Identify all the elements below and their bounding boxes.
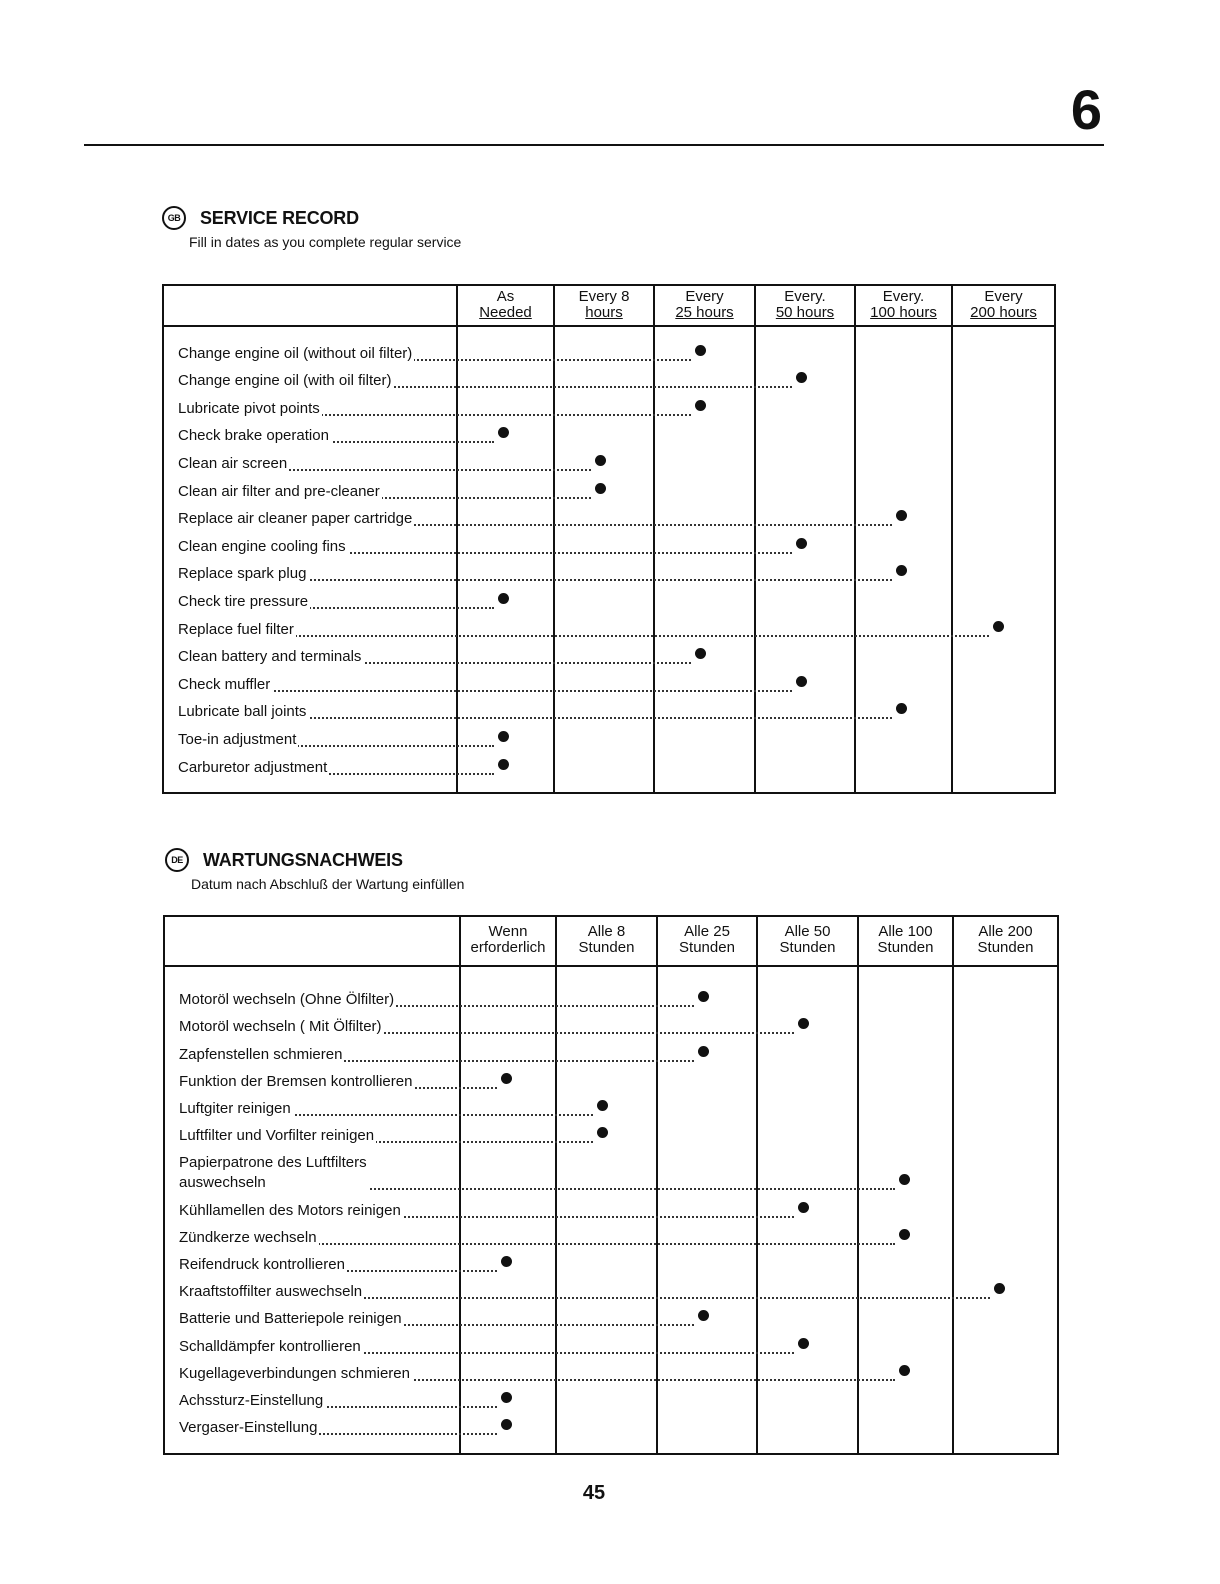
task-label: Lubricate ball joints <box>178 703 307 721</box>
task-label: Clean battery and terminals <box>178 648 362 666</box>
interval-marker-dot <box>695 400 706 411</box>
column-header-line2: Stunden <box>679 939 735 956</box>
table-header-rule <box>165 965 1057 967</box>
column-header-line2: Stunden <box>977 939 1034 956</box>
task-row <box>164 478 1054 506</box>
task-label: Funktion der Bremsen kontrollieren <box>179 1072 413 1090</box>
task-label: Luftgiter reinigen <box>179 1099 291 1117</box>
column-header <box>555 286 653 321</box>
interval-marker-dot <box>899 1365 910 1376</box>
task-row <box>165 1333 1057 1360</box>
task-label: Replace spark plug <box>178 565 307 583</box>
column-header-line1: As <box>496 288 515 305</box>
column-header-line2: Needed <box>479 304 532 321</box>
task-row <box>164 754 1054 782</box>
task-label: Clean air screen <box>178 454 288 472</box>
interval-marker-dot <box>595 455 606 466</box>
section-subtitle: Datum nach Abschluß der Wartung einfüllen <box>191 876 465 892</box>
section-subtitle: Fill in dates as you complete regular service <box>189 234 462 250</box>
interval-marker-dot <box>798 1202 809 1213</box>
column-header <box>758 917 857 956</box>
interval-marker-dot <box>501 1392 512 1403</box>
task-row <box>164 395 1054 423</box>
column-header-line2: Stunden <box>578 939 635 956</box>
interval-marker-dot <box>994 1283 1005 1294</box>
task-label: Kugellageverbindungen schmieren <box>179 1364 410 1382</box>
interval-marker-dot <box>698 991 709 1002</box>
task-row <box>164 506 1054 534</box>
task-label: Check brake operation <box>178 427 329 445</box>
service-table <box>162 284 1056 794</box>
task-label: Clean air filter and pre-cleaner <box>178 482 380 500</box>
interval-marker-dot <box>498 759 509 770</box>
interval-marker-dot <box>796 372 807 383</box>
task-row <box>165 1014 1057 1041</box>
column-header <box>655 286 754 321</box>
column-header-line1: Alle 50 <box>784 923 831 940</box>
section-title: WARTUNGSNACHWEIS <box>203 849 403 870</box>
column-header <box>856 286 951 321</box>
task-label: Zündkerze wechseln <box>179 1228 317 1246</box>
column-header-line1: Every. <box>882 288 925 305</box>
interval-marker-dot <box>899 1174 910 1185</box>
interval-marker-dot <box>597 1100 608 1111</box>
section-heading <box>162 206 359 230</box>
task-label: Reifendruck kontrollieren <box>179 1255 345 1273</box>
task-label: Toe-in adjustment <box>178 730 297 748</box>
task-row <box>164 450 1054 478</box>
interval-marker-dot <box>896 703 907 714</box>
task-row <box>164 533 1054 561</box>
task-label-line2: auswechseln <box>179 1174 266 1192</box>
task-row <box>164 588 1054 616</box>
task-row <box>164 644 1054 672</box>
column-header-line1: Every <box>685 288 724 305</box>
interval-marker-dot <box>695 345 706 356</box>
column-header-line1: Alle 100 <box>878 923 933 940</box>
task-label: Zapfenstellen schmieren <box>179 1045 343 1063</box>
task-label: Batterie und Batteriepole reinigen <box>179 1310 402 1328</box>
interval-marker-dot <box>798 1338 809 1349</box>
column-header <box>756 286 854 321</box>
interval-marker-dot <box>597 1127 608 1138</box>
column-header-line2: 50 hours <box>775 304 835 321</box>
task-row <box>165 1306 1057 1333</box>
task-row <box>164 368 1054 396</box>
task-row <box>165 1361 1057 1388</box>
task-label: Kraaftstoffilter auswechseln <box>179 1283 363 1301</box>
task-label: Change engine oil (with oil filter) <box>178 372 392 390</box>
interval-marker-dot <box>498 593 509 604</box>
interval-marker-dot <box>498 427 509 438</box>
interval-marker-dot <box>698 1046 709 1057</box>
task-row <box>165 1096 1057 1123</box>
task-label <box>179 1155 369 1191</box>
interval-marker-dot <box>899 1229 910 1240</box>
task-label: Replace air cleaner paper cartridge <box>178 510 413 528</box>
task-row <box>164 561 1054 589</box>
column-header <box>859 917 952 956</box>
task-label: Schalldämpfer kontrollieren <box>179 1337 361 1355</box>
task-row <box>165 1150 1057 1197</box>
interval-marker-dot <box>498 731 509 742</box>
column-header <box>954 917 1057 956</box>
task-row <box>164 340 1054 368</box>
interval-marker-dot <box>798 1018 809 1029</box>
column-header-line2: hours <box>585 304 623 321</box>
column-header-line2: 100 hours <box>870 304 937 321</box>
leader-dots <box>178 635 989 637</box>
task-label: Kühllamellen des Motors reinigen <box>179 1201 401 1219</box>
column-header-line1: Every 8 <box>578 288 630 305</box>
task-label: Carburetor adjustment <box>178 758 328 776</box>
table-header-rule <box>164 325 1054 327</box>
service-table <box>163 915 1059 1455</box>
column-header-line1: Every. <box>784 288 826 305</box>
task-row <box>165 1252 1057 1279</box>
interval-marker-dot <box>501 1256 512 1267</box>
language-badge-icon: DE <box>165 848 189 872</box>
interval-marker-dot <box>695 648 706 659</box>
task-row <box>165 1415 1057 1442</box>
column-header-line1: Wenn <box>488 923 528 940</box>
task-row <box>165 1225 1057 1252</box>
column-header <box>557 917 656 956</box>
task-row <box>165 987 1057 1014</box>
interval-marker-dot <box>993 621 1004 632</box>
page-number: 45 <box>582 1482 606 1504</box>
task-label-line1: Papierpatrone des Luftfilters <box>179 1154 367 1172</box>
section-title: SERVICE RECORD <box>200 207 359 228</box>
interval-marker-dot <box>796 676 807 687</box>
task-label: Motoröl wechseln (Ohne Ölfilter) <box>179 991 395 1009</box>
interval-marker-dot <box>796 538 807 549</box>
task-row <box>165 1197 1057 1224</box>
column-header-line1: Alle 8 <box>587 923 626 940</box>
task-label: Replace fuel filter <box>178 620 294 638</box>
task-row <box>164 423 1054 451</box>
section-heading <box>165 848 403 872</box>
task-label: Clean engine cooling fins <box>178 537 346 555</box>
chapter-number: 6 <box>1070 78 1102 141</box>
column-header-line2: Stunden <box>779 939 836 956</box>
column-header-line1: Alle 200 <box>978 923 1033 940</box>
column-header-line2: erforderlich <box>470 939 546 956</box>
header-rule <box>84 144 1104 146</box>
interval-marker-dot <box>501 1419 512 1430</box>
column-header <box>461 917 555 956</box>
task-label: Lubricate pivot points <box>178 399 320 417</box>
interval-marker-dot <box>595 483 606 494</box>
task-row <box>165 1041 1057 1068</box>
task-label: Change engine oil (without oil filter) <box>178 344 413 362</box>
task-row <box>165 1123 1057 1150</box>
task-row <box>165 1388 1057 1415</box>
task-label: Luftfilter und Vorfilter reinigen <box>179 1127 375 1145</box>
column-header-line2: Stunden <box>877 939 934 956</box>
column-header <box>658 917 756 956</box>
interval-marker-dot <box>896 510 907 521</box>
interval-marker-dot <box>698 1310 709 1321</box>
interval-marker-dot <box>896 565 907 576</box>
column-header-line1: Alle 25 <box>684 923 730 940</box>
task-label: Motoröl wechseln ( Mit Ölfilter) <box>179 1018 382 1036</box>
task-row <box>164 699 1054 727</box>
task-row <box>164 671 1054 699</box>
task-label: Check tire pressure <box>178 592 309 610</box>
task-label: Vergaser-Einstellung <box>179 1419 318 1437</box>
column-header <box>953 286 1054 321</box>
task-label: Achssturz-Einstellung <box>179 1391 324 1409</box>
interval-marker-dot <box>501 1073 512 1084</box>
task-row <box>164 726 1054 754</box>
column-header <box>458 286 553 321</box>
column-header-line2: 25 hours <box>675 304 734 321</box>
task-label: Check muffler <box>178 675 271 693</box>
language-badge-icon: GB <box>162 206 186 230</box>
column-header-line1: Every <box>984 288 1023 305</box>
column-header-line2: 200 hours <box>970 304 1037 321</box>
task-row <box>164 616 1054 644</box>
task-row <box>165 1069 1057 1096</box>
task-row <box>165 1279 1057 1306</box>
